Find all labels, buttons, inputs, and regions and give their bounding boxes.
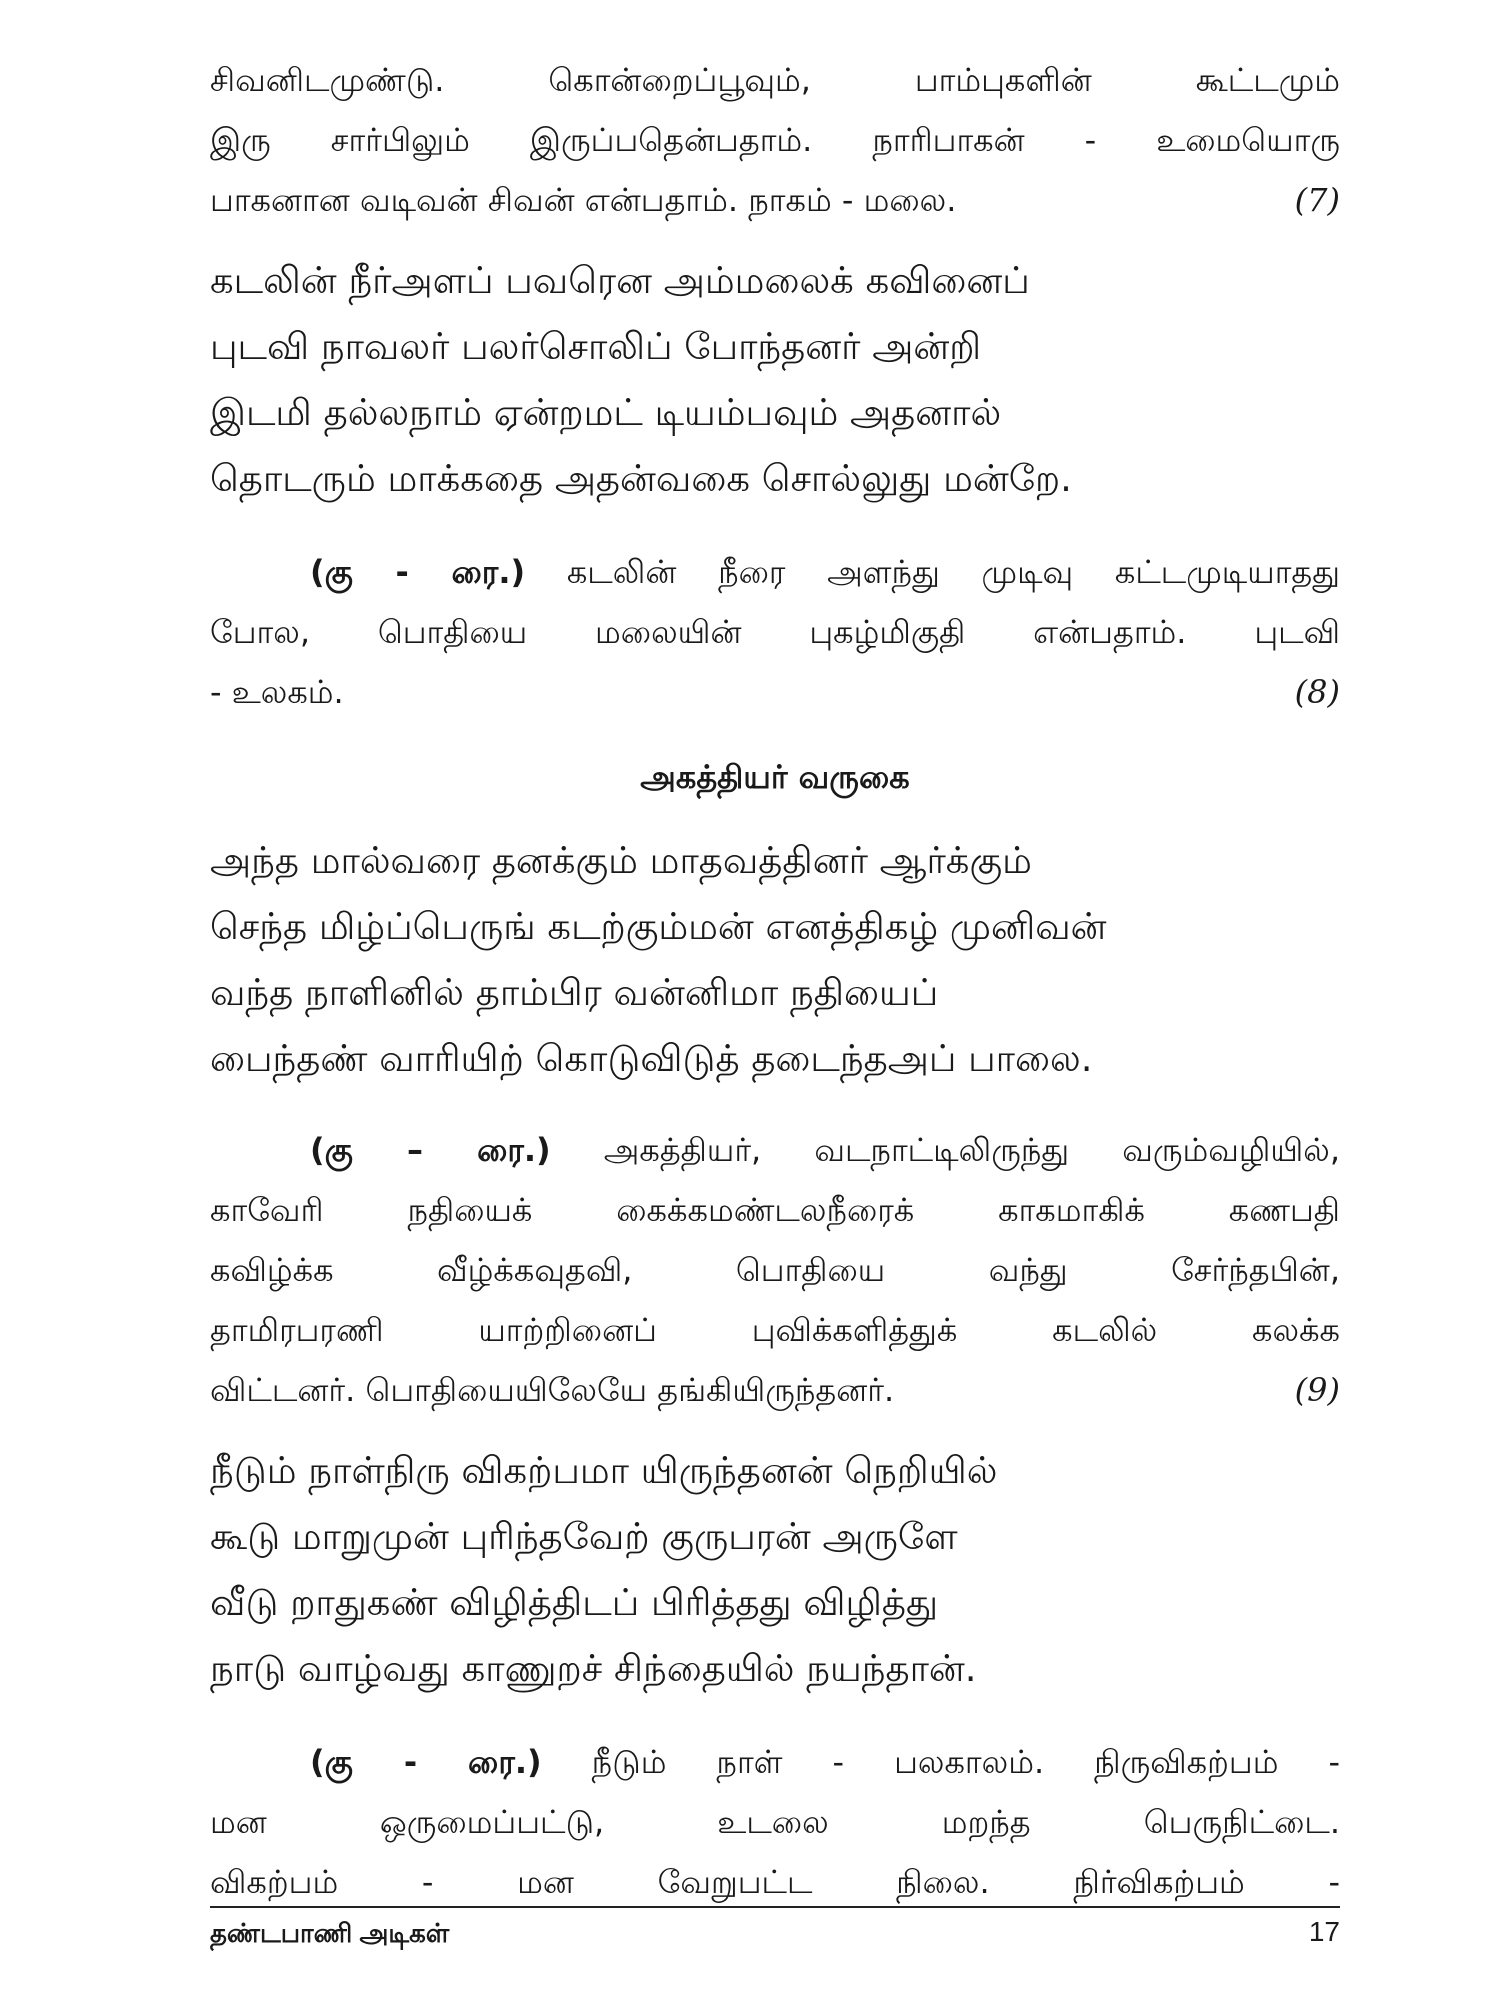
- commentary-9-line-4: தாமிரபரணி யாற்றினைப் புவிக்களித்துக் கடலில் கலக்க: [210, 1311, 1340, 1349]
- verse-8-line-3: இடமி தல்லநாம் ஏன்றமட் டியம்பவும் அதனால்: [210, 391, 1002, 434]
- commentary-8-label: (கு - ரை.): [310, 553, 526, 591]
- footer-author: தண்டபாணி அடிகள்: [210, 1918, 450, 1948]
- verse-9-line-1: அந்த மால்வரை தனக்கும் மாதவத்தினர் ஆர்க்கும்: [210, 839, 1032, 882]
- commentary-9: [210, 1120, 1340, 1420]
- section-heading: அகத்தியர் வருகை: [640, 758, 910, 796]
- commentary-10-line-1: [210, 1732, 1340, 1792]
- footer-divider: [210, 1906, 1340, 1908]
- verse-9-line-4: பைந்தண் வாரியிற் கொடுவிடுத் தடைந்தஅப் பாலை.: [210, 1037, 1093, 1080]
- commentary-10-line-3: விகற்பம் - மன வேறுபட்ட நிலை. நிர்விகற்பம் -: [210, 1863, 1340, 1901]
- verse-number-8: (8): [1294, 673, 1340, 711]
- commentary-7-line-3-text: பாகனான வடிவன் சிவன் என்பதாம். நாகம் - மலை.: [210, 181, 957, 219]
- commentary-10-line-2: மன ஒருமைப்பட்டு, உடலை மறந்த பெருநிட்டை.: [210, 1803, 1340, 1841]
- verse-8: [210, 248, 1340, 512]
- verse-10-line-1: நீடும் நாள்நிரு விகற்பமா யிருந்தனன் நெறியில்: [210, 1449, 998, 1492]
- verse-10-line-4: நாடு வாழ்வது காணுறச் சிந்தையில் நயந்தான்.: [210, 1647, 977, 1690]
- commentary-9-line-1-text: அகத்தியர், வடநாட்டிலிருந்து வரும்வழியில்,: [603, 1131, 1340, 1169]
- commentary-7-line-2: இரு சார்பிலும் இருப்பதென்பதாம். நாரிபாகன் - உமையொரு: [210, 121, 1340, 159]
- commentary-9-label: (கு – ரை.): [310, 1131, 551, 1169]
- commentary-9-line-5-text: விட்டனர். பொதியையிலேயே தங்கியிருந்தனர்.: [210, 1371, 895, 1409]
- commentary-7-line-1: சிவனிடமுண்டு. கொன்றைப்பூவும், பாம்புகளின் கூட்டமும்: [210, 61, 1340, 99]
- verse-8-line-2: புடவி நாவலர் பலர்சொலிப் போந்தனர் அன்றி: [210, 325, 982, 368]
- page-number: 17: [1308, 1916, 1340, 1947]
- commentary-9-line-2: காவேரி நதியைக் கைக்கமண்டலநீரைக் காகமாகிக் கணபதி: [210, 1191, 1340, 1229]
- commentary-9-line-5: [210, 1360, 1340, 1420]
- verse-number-7: (7): [1294, 181, 1340, 219]
- commentary-9-line-3: கவிழ்க்க வீழ்க்கவுதவி, பொதியை வந்து சேர்ந்தபின்,: [210, 1251, 1340, 1289]
- verse-8-line-1: கடலின் நீர்அளப் பவரென அம்மலைக் கவினைப்: [210, 259, 1030, 302]
- verse-10-line-2: கூடு மாறுமுன் புரிந்தவேற் குருபரன் அருளே: [210, 1515, 958, 1558]
- commentary-8-line-1-text: கடலின் நீரை அளந்து முடிவு கட்டமுடியாதது: [566, 553, 1340, 591]
- commentary-8: [210, 542, 1340, 722]
- commentary-8-line-1: [210, 542, 1340, 602]
- commentary-10-line-1-text: நீடும் நாள் - பலகாலம். நிருவிகற்பம் -: [591, 1743, 1340, 1781]
- commentary-8-line-2: போல, பொதியை மலையின் புகழ்மிகுதி என்பதாம். புடவி: [210, 613, 1340, 651]
- commentary-8-line-3-text: - உலகம்.: [210, 673, 344, 711]
- verse-9: [210, 828, 1340, 1092]
- page-body: [210, 50, 1340, 1912]
- verse-9-line-3: வந்த நாளினில் தாம்பிர வன்னிமா நதியைப்: [210, 971, 939, 1014]
- verse-9-line-2: செந்த மிழ்ப்பெருங் கடற்கும்மன் எனத்திகழ் முனிவன்: [210, 905, 1107, 948]
- commentary-9-line-1: [210, 1120, 1340, 1180]
- commentary-10-label: (கு - ரை.): [310, 1743, 542, 1781]
- commentary-7-line-3: [210, 170, 1340, 230]
- verse-8-line-4: தொடரும் மாக்கதை அதன்வகை சொல்லுது மன்றே.: [210, 457, 1072, 500]
- verse-number-9: (9): [1294, 1371, 1340, 1409]
- commentary-8-line-3: [210, 662, 1340, 722]
- verse-10-line-3: வீடு றாதுகண் விழித்திடப் பிரித்தது விழித்து: [210, 1581, 939, 1624]
- commentary-7: [210, 50, 1340, 230]
- verse-10: [210, 1438, 1340, 1702]
- commentary-10: [210, 1732, 1340, 1912]
